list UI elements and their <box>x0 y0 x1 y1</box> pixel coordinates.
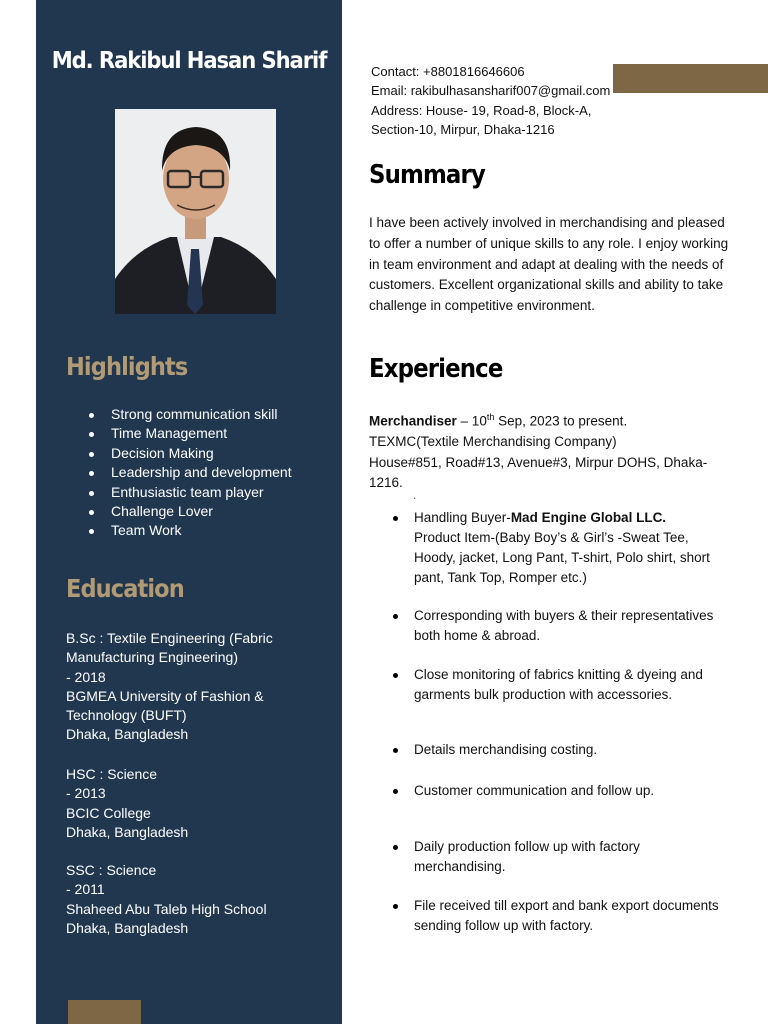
education-heading: Education <box>66 574 184 603</box>
list-item: Customer communication and follow up. <box>392 781 732 801</box>
list-item: Time Management <box>88 424 292 443</box>
education-line: - 2013 <box>66 785 106 802</box>
education-line: Technology (BUFT) <box>66 707 187 724</box>
candidate-name: Md. Rakibul Hasan Sharif <box>51 48 327 74</box>
job-title-line <box>369 407 729 432</box>
company-address: House#851, Road#13, Avenue#3, Mirpur DOHS, Dhaka-1216. <box>369 454 708 490</box>
list-item: Enthusiastic team player <box>88 483 292 502</box>
list-item: Challenge Lover <box>88 502 292 521</box>
education-entry-bsc <box>66 629 273 745</box>
bullet-prefix: Handling Buyer- <box>414 510 511 525</box>
contact-email: Email: rakibulhasansharif007@gmail.com <box>371 83 611 99</box>
company-name: TEXMC(Textile Merchandising Company) <box>369 433 617 449</box>
job-date-sup: th <box>486 412 495 422</box>
education-line: - 2018 <box>66 668 106 685</box>
education-line: - 2011 <box>66 881 105 898</box>
list-item <box>392 508 732 588</box>
contact-block <box>371 62 610 139</box>
list-item: Strong communication skill <box>88 405 292 424</box>
experience-entry <box>369 407 729 493</box>
contact-phone: Contact: +8801816646606 <box>371 64 525 79</box>
list-item: Close monitoring of fabrics knitting & dyeing and garments bulk production with accessories. <box>392 665 732 705</box>
job-date-suffix: Sep, 2023 to present. <box>494 413 628 429</box>
list-item: Corresponding with buyers & their representatives both home & abroad. <box>392 606 732 646</box>
education-line: B.Sc : Textile Engineering (Fabric <box>66 630 273 646</box>
education-entry-hsc <box>66 765 188 842</box>
list-item: Details merchandising costing. <box>392 740 732 760</box>
education-line: Dhaka, Bangladesh <box>66 726 189 743</box>
list-item: Team Work <box>88 521 292 540</box>
experience-heading: Experience <box>369 354 503 384</box>
profile-photo <box>115 109 276 314</box>
education-line: BCIC College <box>66 804 151 821</box>
list-item: Leadership and development <box>88 463 292 482</box>
highlights-list <box>88 405 292 541</box>
education-line: Dhaka, Bangladesh <box>66 919 189 936</box>
summary-heading: Summary <box>369 160 485 190</box>
job-date-prefix: – 10 <box>456 413 487 429</box>
education-line: BGMEA University of Fashion & <box>66 687 264 704</box>
highlights-heading: Highlights <box>66 352 188 381</box>
bullet-rest: Product Item-(Baby Boy’s & Girl’s -Sweat Tee, Hoody, jacket, Long Pant, T-shirt, Polo shirt, short pant, Tank Top, Romper etc.) <box>414 530 710 585</box>
decorative-bar-top <box>613 64 768 93</box>
education-line: SSC : Science <box>66 862 157 878</box>
list-item: Decision Making <box>88 444 292 463</box>
education-line: Dhaka, Bangladesh <box>66 823 189 840</box>
contact-address-line-2: Section-10, Mirpur, Dhaka-1216 <box>371 121 555 137</box>
buyer-name: Mad Engine Global LLC. <box>510 510 667 525</box>
education-line: Manufacturing Engineering) <box>66 649 238 666</box>
education-entry-ssc <box>66 861 267 938</box>
contact-address-line-1: Address: House- 19, Road-8, Block-A, <box>371 102 592 118</box>
education-line: Shaheed Abu Taleb High School <box>66 900 267 917</box>
summary-text: I have been actively involved in merchandising and pleased to offer a number of unique skills to any role. I enjoy working in team environment and adapt at dealing with the needs of customers. Excellent organizational skills and ability to take challenge in competitive environment. <box>369 215 729 314</box>
decorative-bar-bottom <box>68 1000 141 1024</box>
list-item: Daily production follow up with factory merchandising. <box>392 837 732 877</box>
job-role: Merchandiser <box>369 413 457 429</box>
education-line: HSC : Science <box>66 766 158 782</box>
stray-dot: . <box>413 488 417 502</box>
list-item: File received till export and bank export documents sending follow up with factory. <box>392 896 732 936</box>
